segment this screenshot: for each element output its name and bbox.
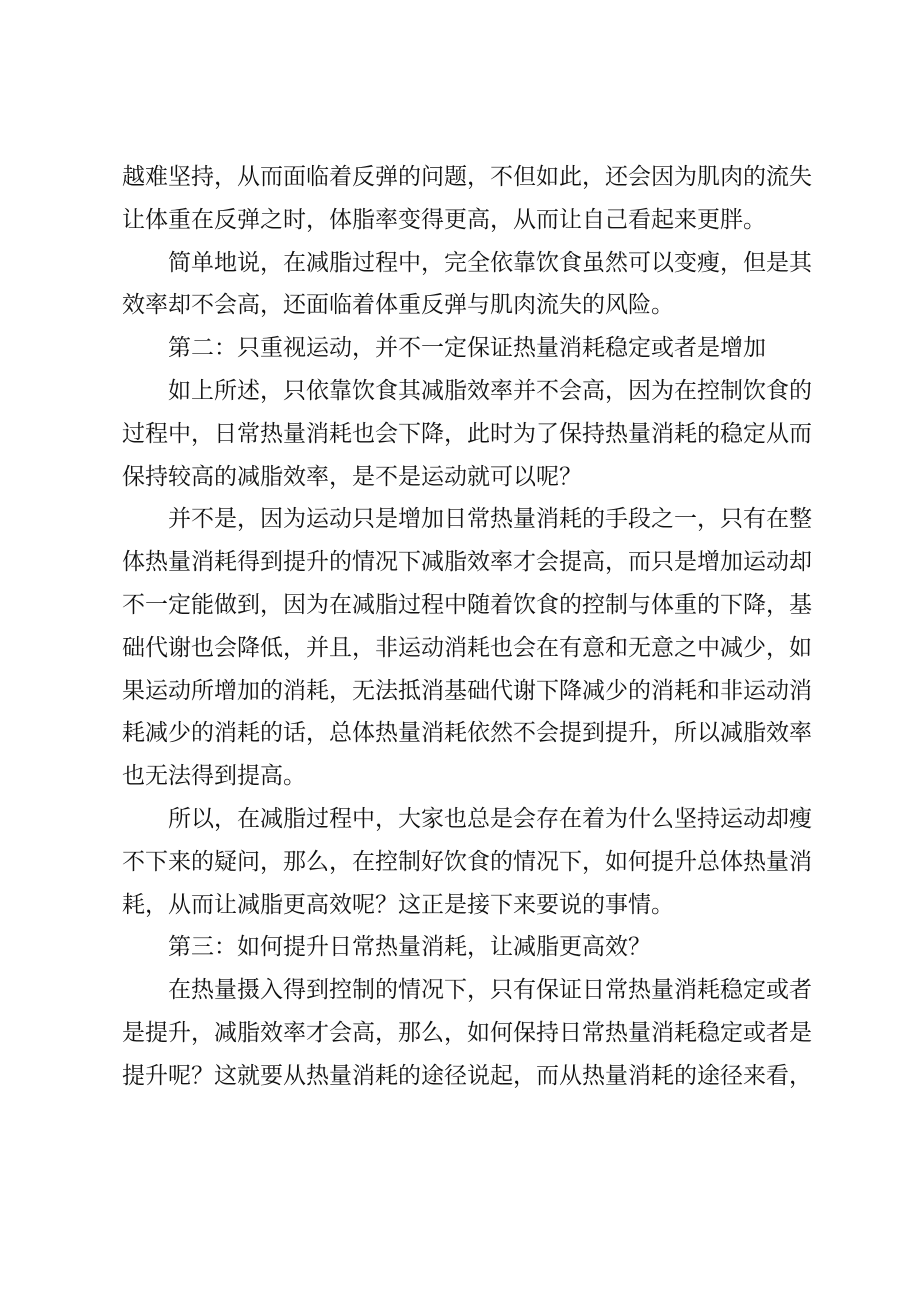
paragraph-diet-efficiency: 如上所述，只依靠饮食其减脂效率并不会高，因为在控制饮食的过程中，日常热量消耗也会下降，此时为了保持热量消耗的稳定从而保持较高的减脂效率，是不是运动就可以呢？ [122,377,812,490]
section-heading-three: 第三：如何提升日常热量消耗，让减脂更高效？ [168,934,651,961]
document-body [122,156,812,1098]
paragraph-energy-expenditure: 在热量摄入得到控制的情况下，只有保证日常热量消耗稳定或者是提升，减脂效率才会高，那么，如何保持日常热量消耗稳定或者是提升呢？这就要从热量消耗的途径说起，而从热量消耗的途径来看， [122,977,812,1089]
paragraph-transition: 所以，在减脂过程中，大家也总是会存在着为什么坚持运动却瘦不下来的疑问，那么，在控制好饮食的情况下，如何提升总体热量消耗，从而让减脂更高效呢？这正是接下来要说的事情。 [122,805,812,918]
section-heading-two: 第二：只重视运动，并不一定保证热量消耗稳定或者是增加 [168,335,766,362]
paragraph-exercise-explanation: 并不是，因为运动只是增加日常热量消耗的手段之一，只有在整体热量消耗得到提升的情况下减脂效率才会提高，而只是增加运动却不一定能做到，因为在减脂过程中随着饮食的控制与体重的下降，基础代谢也会降低，并且，非运动消耗也会在有意和无意之中减少，如果运动所增加的消耗，无法抵消基础代谢下降减少的消耗和非运动消耗减少的消耗的话，总体热量消耗依然不会提到提升，所以减脂效率也无法得到提高。 [122,506,812,790]
paragraph-summary-diet: 简单地说，在减脂过程中，完全依靠饮食虽然可以变瘦，但是其效率却不会高，还面临着体重反弹与肌肉流失的风险。 [122,249,812,319]
paragraph-continued: 越难坚持，从而面临着反弹的问题，不但如此，还会因为肌肉的流失让体重在反弹之时，体脂率变得更高，从而让自己看起来更胖。 [122,164,812,233]
